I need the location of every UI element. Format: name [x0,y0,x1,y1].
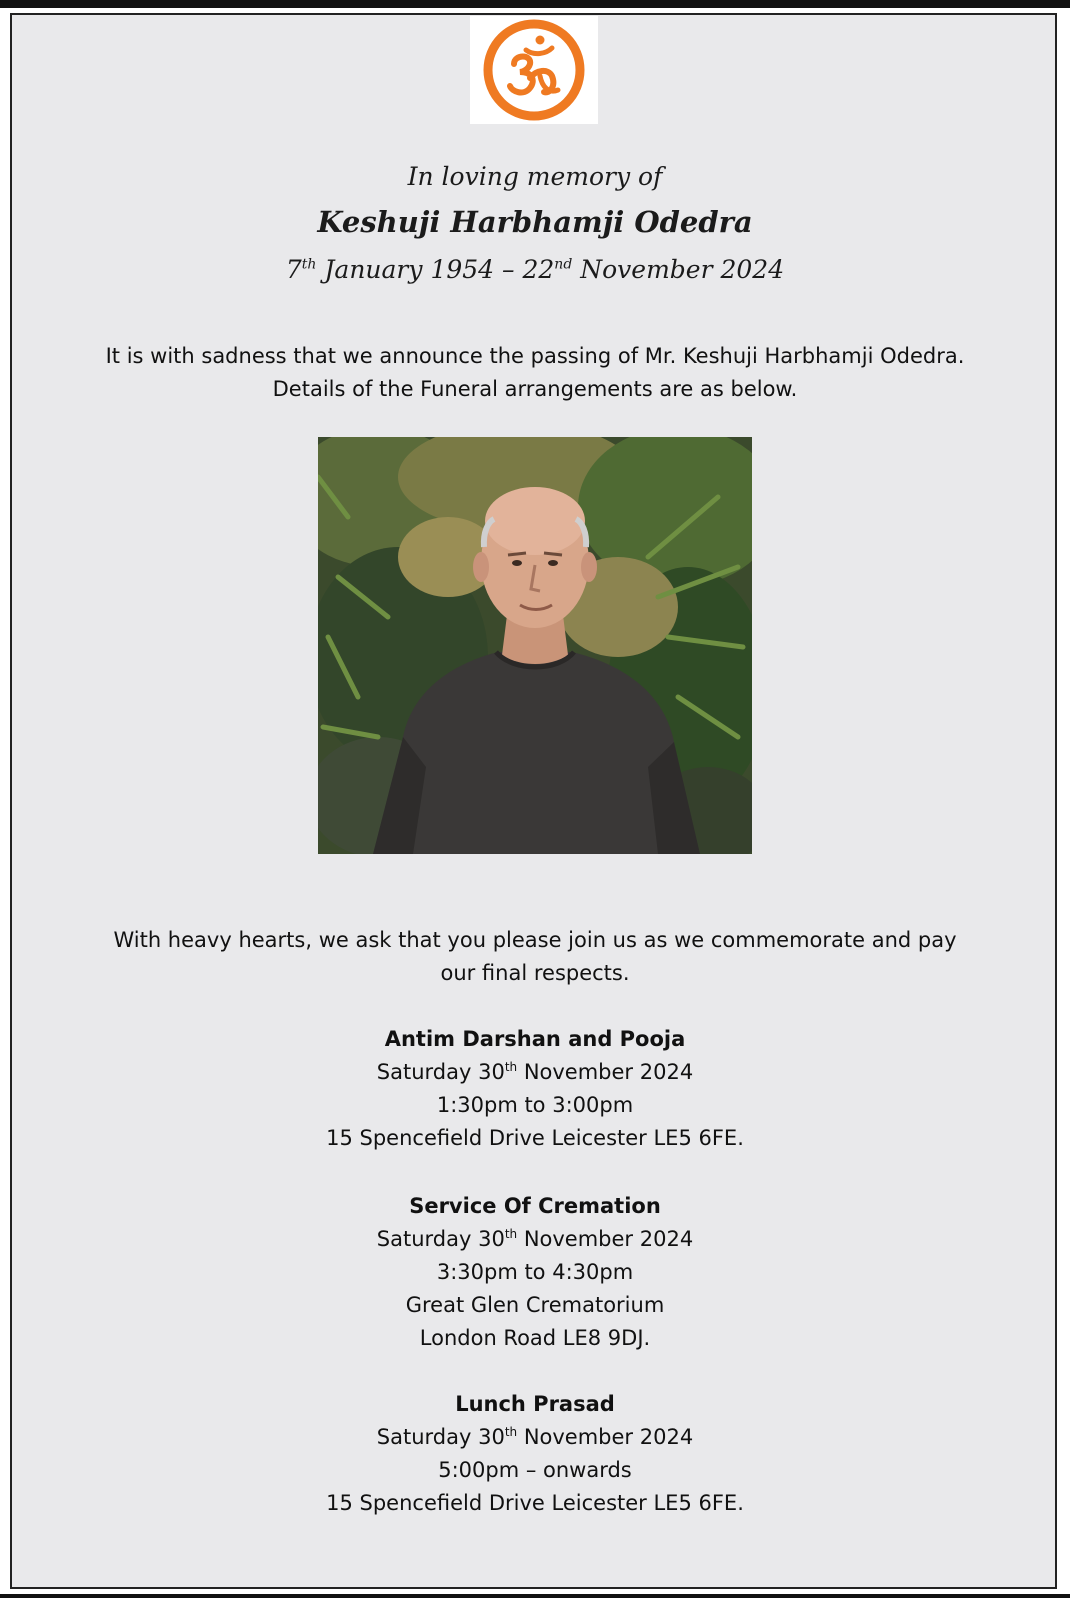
invitation-line-2: our final respects. [440,961,630,985]
memory-label: In loving memory of [407,162,663,191]
event-date [0,1223,1070,1256]
event-date-prefix: Saturday 30 [376,1425,505,1449]
event-address: Great Glen Crematorium [405,1293,665,1317]
event-date-rest: November 2024 [517,1227,694,1251]
event-date-rest: November 2024 [517,1425,694,1449]
event-date-suffix: th [504,1060,518,1074]
event-date-prefix: Saturday 30 [376,1227,505,1251]
event-date-rest: November 2024 [517,1060,694,1084]
invitation [0,924,1070,990]
announcement [0,340,1070,406]
event-date [0,1056,1070,1089]
event-title: Service Of Cremation [409,1194,661,1218]
death-rest: November 2024 [572,255,785,284]
portrait-photo [318,437,752,854]
announcement-line-1: It is with sadness that we announce the passing of Mr. Keshuji Harbhamji Odedra. [105,344,965,368]
event-date-prefix: Saturday 30 [376,1060,505,1084]
om-logo [470,16,598,124]
death-day-suffix: nd [554,256,573,273]
invitation-line-1: With heavy hearts, we ask that you please join us as we commemorate and pay [113,928,957,952]
life-dates [0,255,1070,284]
om-symbol-icon [470,16,598,124]
event-time: 1:30pm to 3:00pm [436,1093,634,1117]
event-date [0,1421,1070,1454]
event-address: 15 Spencefield Drive Leicester LE5 6FE. [326,1126,744,1150]
event-date-suffix: th [504,1425,518,1439]
event-cremation [0,1190,1070,1355]
birth-day: 7 [285,255,302,284]
birth-rest: January 1954 – 22 [316,255,555,284]
event-time: 5:00pm – onwards [438,1458,632,1482]
event-title: Antim Darshan and Pooja [384,1027,686,1051]
event-address-line-2: London Road LE8 9DJ. [419,1326,651,1350]
top-border [0,0,1070,8]
birth-day-suffix: th [301,256,317,273]
event-time: 3:30pm to 4:30pm [436,1260,634,1284]
event-address: 15 Spencefield Drive Leicester LE5 6FE. [326,1491,744,1515]
event-title: Lunch Prasad [455,1392,615,1416]
bottom-border [0,1594,1070,1598]
deceased-name: Keshuji Harbhamji Odedra [317,205,753,239]
event-date-suffix: th [504,1227,518,1241]
event-lunch-prasad [0,1388,1070,1520]
announcement-line-2: Details of the Funeral arrangements are as below. [272,377,798,401]
event-antim-darshan [0,1023,1070,1155]
